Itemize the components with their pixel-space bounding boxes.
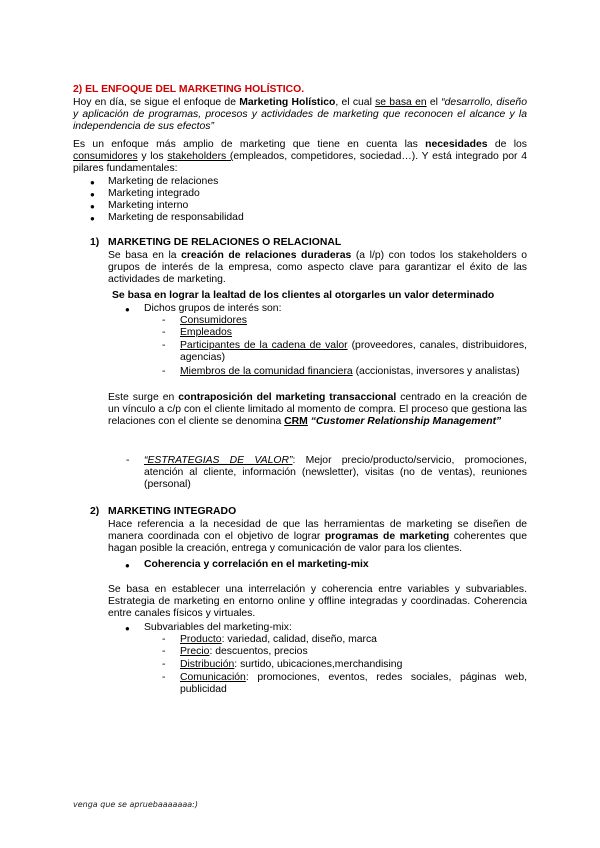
dash-icon: -: [162, 634, 166, 645]
text: : surtido, ubicaciones,merchandising: [234, 659, 403, 670]
dash-icon: -: [162, 327, 166, 338]
section-number: 2): [90, 506, 100, 517]
intro-paragraph-2: [73, 139, 527, 176]
s1-paragraph-2: [108, 392, 527, 429]
list-item: Marketing de relaciones: [108, 176, 219, 187]
text: Este surge en: [108, 392, 179, 403]
group-item: [180, 366, 527, 378]
text-underlined: Distribución: [180, 659, 235, 670]
page-footer: venga que se apruebaaaaaaa:): [73, 800, 198, 809]
s1-bold-line: Se basa en lograr la lealtad de los clientes al otorgarles un valor determinado: [112, 290, 495, 301]
text: empleados, competidores, sociedad…). Y está integrado por 4 pilares fundamentales:: [73, 151, 528, 175]
text-bold: necesidades: [425, 139, 488, 150]
groups-intro: Dichos grupos de interés son:: [144, 303, 282, 314]
s2-paragraph-2: Se basa en establecer una interrelación y coherencia entre variables y subvariables. Estrategia de marketing en entorno online y offline integradas y coordinadas. Coherencia entre canales físicos y virtuales.: [108, 584, 527, 620]
dash-icon: -: [162, 672, 166, 683]
text: Es un enfoque más amplio de marketing que tiene en cuenta las: [73, 139, 426, 150]
text: , el cual: [335, 97, 376, 108]
s2-paragraph: [108, 519, 527, 556]
bullet-icon: ●: [90, 178, 95, 187]
dash-icon: -: [126, 455, 130, 466]
dash-icon: -: [162, 659, 166, 670]
text: (accionistas, inversores y analistas): [352, 366, 520, 377]
group-item: Consumidores: [180, 315, 247, 326]
s2-bold-bullet: Coherencia y correlación en el marketing-mix: [144, 559, 369, 570]
dash-icon: -: [162, 315, 166, 326]
section-heading: 2) EL ENFOQUE DEL MARKETING HOLÍSTICO.: [73, 84, 305, 95]
section-number: 1): [90, 237, 100, 248]
text: : promociones, eventos, redes sociales, páginas web, publicidad: [180, 672, 527, 696]
text-underlined: Participantes de la cadena de valor: [180, 340, 348, 351]
list-item: Marketing integrado: [108, 188, 200, 199]
text: de los: [487, 139, 527, 150]
group-item: Empleados: [180, 327, 232, 338]
subvariable-item: [180, 659, 402, 671]
list-item: Marketing interno: [108, 200, 189, 211]
bullet-icon: ●: [125, 305, 130, 314]
text-bold-italic: “Customer Relationship Management”: [307, 416, 502, 428]
text: : descuentos, precios: [209, 646, 308, 657]
bullet-icon: ●: [90, 190, 95, 199]
bullet-icon: ●: [90, 214, 95, 223]
text: el: [426, 97, 442, 108]
bullet-icon: ●: [90, 202, 95, 211]
text-underlined: Precio: [180, 646, 210, 657]
subvariables-intro: Subvariables del marketing-mix:: [144, 622, 292, 633]
list-item: Marketing de responsabilidad: [108, 212, 244, 223]
text: centrado en la creación de un vínculo a c/p con el cliente limitado al momento de compra. El proceso que gestiona las relaciones con el cliente se denomina: [108, 392, 527, 428]
text-bold: Marketing Holístico: [239, 97, 336, 108]
text-bold: contraposición del marketing transaccional: [178, 392, 397, 403]
text-underlined: stakeholders (: [167, 151, 234, 163]
subvariable-item: [180, 634, 377, 646]
dash-icon: -: [162, 340, 166, 351]
bullet-icon: ●: [125, 624, 130, 633]
bullet-icon: ●: [125, 561, 130, 570]
text: y los: [137, 151, 168, 163]
text: : Mejor precio/producto/servicio, promociones, atención al cliente, información (newsletter), visitas (no de ventas), reuniones (personal): [144, 455, 527, 491]
section-title: MARKETING INTEGRADO: [108, 506, 237, 517]
text: Hoy en día, se sigue el enfoque de: [73, 97, 240, 108]
subvariable-item: [180, 672, 527, 696]
text-bold: creación de relaciones duraderas: [181, 250, 352, 261]
text: (a l/p) con todos los stakeholders o grupos de interés de la empresa, como aspecto clave para garantizar el éxito de las actividades de marketing.: [108, 250, 527, 286]
text-underlined: Producto: [180, 634, 222, 645]
group-item: [180, 340, 527, 364]
dash-icon: -: [162, 646, 166, 657]
dash-icon: -: [162, 366, 166, 377]
definition-quote: “desarrollo, diseño y aplicación de programas, procesos y actividades de marketing que reconocen el alcance y la independencia de sus efectos”: [73, 97, 527, 133]
text: coherentes que hagan posible la creación, entrega y comunicación de valor para los clientes.: [108, 531, 527, 555]
text-underlined: Comunicación: [180, 672, 246, 683]
strategies-item: [144, 455, 527, 492]
text-underlined: consumidores: [73, 151, 138, 163]
s1-paragraph: [108, 250, 527, 287]
section-title: MARKETING DE RELACIONES O RELACIONAL: [108, 237, 342, 248]
subvariable-item: [180, 646, 308, 658]
text-underlined: se basa en: [375, 97, 427, 108]
text: Hace referencia a la necesidad de que las herramientas de marketing se diseñen de manera coordinada con el objetivo de lograr: [108, 519, 527, 543]
text: : variedad, calidad, diseño, marca: [221, 634, 377, 645]
text-italic-underlined: “ESTRATEGIAS DE VALOR”: [144, 455, 293, 466]
text-bold-underlined: CRM: [284, 416, 308, 428]
intro-paragraph: [73, 97, 527, 134]
text: (proveedores, canales, distribuidores, agencias): [180, 340, 527, 364]
text: Se basa en la: [108, 250, 182, 261]
text-underlined: Miembros de la comunidad financiera: [180, 366, 353, 377]
text-bold: programas de marketing: [324, 531, 450, 543]
